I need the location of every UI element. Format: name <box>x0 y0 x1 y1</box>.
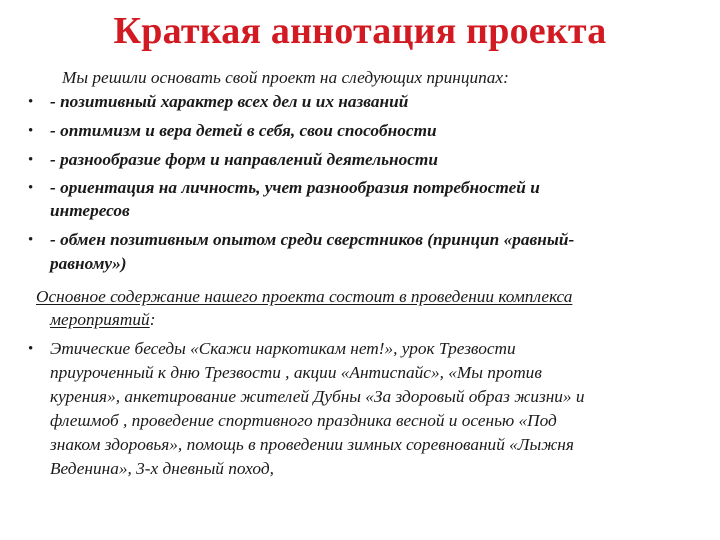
events-text-line: Веденина», 3-х дневный поход, <box>50 459 274 478</box>
principle-item: - разнообразие форм и направлений деятельности <box>50 150 438 169</box>
principle-item: - ориентация на личность, учет разнообразия потребностей и <box>50 178 540 197</box>
bullet-icon: • <box>28 341 34 357</box>
main-content-text: Основное содержание нашего проекта состоит в проведении комплекса <box>36 287 573 306</box>
main-content-suffix: : <box>149 310 156 329</box>
events-text: Этические беседы «Скажи наркотикам нет!», урок Трезвости <box>50 339 516 358</box>
events-text-line: флешмоб , проведение спортивного праздника весной и осенью «Под <box>50 411 557 430</box>
bullet-icon: • <box>28 94 34 110</box>
main-content-continuation <box>50 308 155 332</box>
events-text-line: приуроченный к дню Трезвости , акции «Антиспайс», «Мы против <box>50 363 542 382</box>
events-text-line: знаком здоровья», помощь в проведении зимных соревнований «Лыжня <box>50 435 574 454</box>
bullet-icon: • <box>28 123 34 139</box>
events-text-line: курения», анкетирование жителей Дубны «За здоровый образ жизни» и <box>50 387 585 406</box>
principle-item: - позитивный характер всех дел и их названий <box>50 92 409 111</box>
bullet-icon: • <box>28 232 34 248</box>
principle-item: - обмен позитивным опытом среди сверстников (принцип «равный- <box>50 230 575 249</box>
intro-text: Мы решили основать свой проект на следующих принципах: <box>62 68 509 87</box>
main-content-underlined: мероприятий <box>50 310 150 329</box>
principle-item-continuation: равному») <box>50 254 127 273</box>
slide-title: Краткая аннотация проекта <box>113 10 607 52</box>
bullet-icon: • <box>28 152 34 168</box>
principle-item-continuation: интересов <box>50 201 130 220</box>
principle-item: - оптимизм и вера детей в себя, свои способности <box>50 121 437 140</box>
bullet-icon: • <box>28 180 34 196</box>
